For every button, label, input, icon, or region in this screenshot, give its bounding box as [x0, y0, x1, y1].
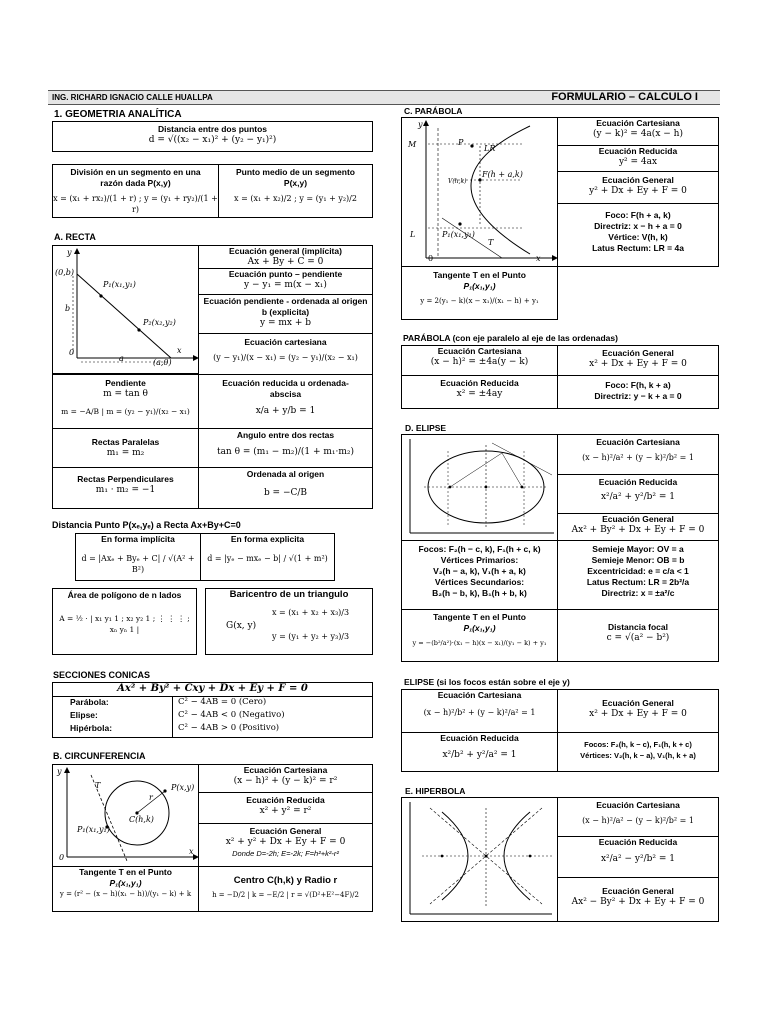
elipse-vp: V₂(h − a, k), V₁(h + a, k) — [433, 566, 526, 576]
parab-car-formula: (y − k)² = 4a(x − h) — [593, 129, 683, 139]
hiper-car-formula: (x − h)²/a² − (y − k)²/b² = 1 — [582, 816, 694, 825]
parab-label-y: y — [418, 120, 423, 129]
paralelas-formula: m₁ = m₂ — [106, 448, 145, 458]
ordenada-title: Ordenada al origen — [246, 469, 325, 479]
parab-label-origin: 0 — [428, 254, 434, 263]
elipse-car-formula: (x − h)²/a² + (y − k)²/b² = 1 — [582, 453, 694, 462]
parab2-gen-title: Ecuación General — [602, 348, 674, 358]
baricentro-title: Baricentro de un triangulo — [229, 589, 349, 600]
elipse-df-title: Distancia focal — [608, 622, 668, 632]
punto-medio — [218, 164, 373, 218]
elipse-latus: Latus Rectum: LR = 2b²/a — [586, 577, 690, 587]
recta-car-title: Ecuación cartesiana — [244, 337, 327, 347]
parab2-car-formula: (x − h)² = ±4a(y − k) — [430, 357, 529, 367]
parab-red-formula: y² = 4ax — [618, 157, 658, 167]
hiper-car-title: Ecuación Cartesiana — [596, 800, 680, 810]
parab2-foco: Foco: F(h, k + a) — [605, 380, 671, 390]
circ-red-formula: x² + y² = r² — [259, 806, 312, 816]
elipse-gen-formula: Ax² + By² + Dx + Ey + F = 0 — [571, 525, 705, 535]
elipse-gen-title: Ecuación General — [602, 514, 674, 524]
elipse-distancia-focal — [557, 609, 719, 662]
hiperbola-figure — [401, 797, 558, 922]
hiper-cartesiana — [557, 797, 719, 837]
elipse-df-formula: c = √(a² − b²) — [606, 633, 670, 643]
circ-label-t: T — [95, 781, 101, 790]
parab-reducida — [557, 145, 719, 172]
hiper-general — [557, 877, 719, 922]
distancia-implicita — [75, 533, 201, 581]
parab-car-title: Ecuación Cartesiana — [596, 118, 680, 128]
parab-propiedades — [557, 203, 719, 267]
section-hiperbola: E. HIPERBOLA — [405, 786, 466, 796]
elipse-tan-formula: y = −(b²/a²)·(x₁ − h)(x − x₁)/(y₁ − k) + y₁ — [412, 639, 547, 647]
recta-label-p1: P₁(x₁,y₁) — [103, 280, 136, 289]
parabola-diagram — [402, 118, 558, 267]
recta-reducida-formula: x/a + y/b = 1 — [255, 406, 316, 416]
circ-label-x: x — [189, 847, 194, 856]
circ-label-y: y — [57, 767, 62, 776]
recta-po-title: Ecuación pendiente - ordenada al origen b (explicita) — [203, 296, 368, 317]
parab-cartesiana — [557, 117, 719, 146]
elipse-focos: Focos: F₂(h − c, k), F₁(h + c, k) — [418, 544, 541, 554]
circunferencia-diagram — [53, 765, 199, 867]
elipse-semieje-menor: Semieje Menor: OB = b — [591, 555, 685, 565]
circ-tan-formula: y = (r² − (x − h)(x₁ − h))/(y₁ − k) + k — [59, 890, 192, 898]
elipse-focos-vertices — [401, 540, 558, 610]
circunferencia-figure — [52, 764, 199, 867]
recta-label-p2: P₂(x₂,y₂) — [143, 318, 176, 327]
parab-foco: Foco: F(h + a, k) — [605, 210, 671, 220]
parab2-general — [557, 345, 719, 376]
parab-red-title: Ecuación Reducida — [598, 146, 678, 156]
parab2-red-formula: x² = ±4ay — [456, 389, 503, 399]
recta-pendiente — [52, 374, 199, 429]
recta-label-x: x — [177, 346, 182, 355]
ordenada-formula: b = −C/B — [263, 488, 308, 498]
explicita-formula: d = |yₑ − mxₑ − b| / √(1 + m²) — [207, 554, 328, 563]
circ-label-p1: P₁(x₁,y₁) — [77, 825, 110, 834]
parab-directriz: Directriz: x − h + a = 0 — [594, 221, 682, 231]
recta-label-a: a — [119, 354, 124, 363]
elipse2-car-formula: (x − h)²/b² + (y − k)²/a² = 1 — [423, 708, 536, 717]
parab-label-m: M — [408, 140, 417, 149]
angulo-rectas — [198, 428, 373, 468]
recta-general-title: Ecuación general (implícita) — [229, 246, 342, 256]
circ-gen-formula: x² + y² + Dx + Ey + F = 0 — [225, 837, 346, 847]
parab2-propiedades — [557, 375, 719, 409]
recta-label-y: y — [67, 248, 72, 257]
elipse-tan-point: P₁(x₁,y₁) — [463, 623, 496, 633]
recta-reducida-title: Ecuación reducida u ordenada-abscisa — [222, 378, 349, 399]
section-parabola-vertical: PARÁBOLA (con eje paralelo al eje de las ordenadas) — [403, 333, 618, 343]
parab-gen-title: Ecuación General — [602, 175, 674, 185]
parab2-gen-formula: x² + Dx + Ey + F = 0 — [589, 359, 687, 369]
explicita-title: En forma explicita — [230, 534, 305, 544]
circ-tan-point: P₁(x₁,y₁) — [109, 878, 142, 888]
baricentro — [205, 588, 373, 655]
elipse2-gen-formula: x² + Dx + Ey + F = 0 — [589, 709, 687, 719]
division-formula: x = (x₁ + rx₂)/(1 + r) ; y = (y₁ + ry₂)/(1 + r) — [53, 194, 218, 214]
recta-label-a0: (a,0) — [153, 358, 172, 367]
section-parabola: C. PARÁBOLA — [404, 106, 463, 116]
punto-medio-title: Punto medio de un segmento P(x,y) — [235, 167, 355, 188]
circ-tan-title: Tangente T en el Punto — [79, 867, 172, 877]
recta-po-formula: y = mx + b — [260, 318, 311, 328]
elipse2-cartesiana — [401, 689, 558, 733]
conica-value-2: C² − 4AB > 0 (Positivo) — [178, 723, 280, 733]
elipse2-red-title: Ecuación Reducida — [440, 733, 519, 743]
section-distancia-punto-recta: Distancia Punto P(xₑ,yₑ) a Recta Ax+By+C=0 — [52, 520, 241, 530]
circ-cen-title: Centro C(h,k) y Radio r — [233, 875, 338, 886]
circ-tangente — [52, 866, 199, 912]
circ-cartesiana — [198, 764, 373, 793]
rectas-perpendiculares — [52, 467, 199, 509]
elipse-tan-title: Tangente T en el Punto — [433, 612, 526, 622]
perpendiculares-title: Rectas Perpendiculares — [77, 474, 174, 484]
conica-value-1: C² − 4AB < 0 (Negativo) — [178, 710, 285, 720]
parab2-cartesiana — [401, 345, 558, 376]
elipse2-vertices: Vértices: V₂(h, k − a), V₁(h, k + a) — [580, 751, 696, 760]
hiper-gen-title: Ecuación General — [602, 886, 674, 896]
parab-tan-point: P₁(x₁,y₁) — [463, 281, 496, 291]
circ-general — [198, 823, 373, 867]
distancia-title: Distancia entre dos puntos — [157, 124, 268, 134]
area-formula: A = ½ · | x₁ y₁ 1 ; x₂ y₂ 1 ; ⋮ ⋮ ⋮ ; xₙ yₙ 1 | — [59, 614, 190, 634]
conica-name-1: Elipse: — [70, 710, 98, 720]
circ-red-title: Ecuación Reducida — [246, 795, 325, 805]
ordenada-origen — [198, 467, 373, 509]
elipse2-car-title: Ecuación Cartesiana — [437, 690, 522, 700]
circ-car-formula: (x − h)² + (y − k)² = r² — [233, 776, 338, 786]
circ-label-r: r — [149, 793, 153, 802]
pendiente-formula-2: m = −A/B | m = (y₂ − y₁)/(x₂ − x₁) — [61, 407, 190, 416]
punto-medio-formula: x = (x₁ + x₂)/2 ; y = (y₁ + y₂)/2 — [234, 194, 357, 203]
recta-pp-formula: y − y₁ = m(x − x₁) — [244, 280, 327, 290]
parab-tan-title: Tangente T en el Punto — [433, 270, 526, 280]
elipse-red-formula: x²/a² + y²/b² = 1 — [600, 492, 676, 502]
page-title: FORMULARIO – CALCULO I — [551, 91, 698, 103]
elipse-vp-title: Vértices Primarios: — [440, 555, 519, 565]
parab-tan-formula: y = 2(y₁ − k)(x − x₁)/(x₁ − h) + y₁ — [420, 297, 539, 305]
elipse-semieje-mayor: Semieje Mayor: OV = a — [592, 544, 684, 554]
section-recta: A. RECTA — [54, 232, 96, 242]
elipse-cartesiana — [557, 434, 719, 475]
section-conicas: SECCIONES CONICAS — [53, 670, 151, 680]
parab-label-v: V(h,k) — [448, 178, 467, 185]
conicas-general-eq: Ax² + By² + Cxy + Dx + Ey + F = 0 — [117, 683, 308, 694]
elipse2-gen-title: Ecuación General — [602, 698, 674, 708]
paralelas-title: Rectas Paralelas — [91, 437, 160, 447]
recta-pendiente-ordenada — [198, 294, 373, 334]
recta-label-b0: (0,b) — [55, 268, 74, 277]
baricentro-y: y = (y₁ + y₂ + y₃)/3 — [272, 632, 350, 641]
angulo-formula: tan θ = (m₁ − m₂)/(1 + m₁·m₂) — [216, 447, 355, 457]
recta-general-formula: Ax + By + C = 0 — [247, 257, 324, 267]
parab2-red-title: Ecuación Reducida — [440, 378, 519, 388]
parab-label-l: L — [410, 230, 416, 239]
recta-general — [198, 245, 373, 269]
recta-label-b: b — [65, 304, 71, 313]
circ-reducida — [198, 792, 373, 824]
circ-label-p: P(x,y) — [171, 783, 195, 792]
implicita-title: En forma implícita — [101, 534, 175, 544]
section-geometria: 1. GEOMETRIA ANALÍTICA — [54, 109, 182, 120]
parab2-reducida — [401, 375, 558, 409]
recta-label-origin: 0 — [69, 348, 75, 357]
recta-reducida — [198, 374, 373, 429]
recta-cartesiana — [198, 333, 373, 375]
circ-gen-title: Ecuación General — [249, 826, 322, 836]
section-elipse-vertical: ELIPSE (si los focos están sobre el eje y) — [404, 677, 570, 687]
pendiente-title: Pendiente — [105, 378, 146, 388]
elipse2-general — [557, 689, 719, 733]
circ-cen-formula: h = −D/2 | k = −E/2 | r = √(D²+E²−4F)/2 — [212, 891, 359, 899]
elipse-diagram — [402, 435, 558, 541]
recta-pp-title: Ecuación punto – pendiente — [228, 269, 343, 279]
elipse-car-title: Ecuación Cartesiana — [596, 437, 680, 447]
parab-latus: Latus Rectum: LR = 4a — [592, 243, 684, 253]
hiper-gen-formula: Ax² − By² + Dx + Ey + F = 0 — [571, 897, 705, 907]
division-title: División en un segmento en una razón dada P(x,y) — [70, 167, 201, 188]
elipse-reducida — [557, 474, 719, 514]
parab2-car-title: Ecuación Cartesiana — [437, 346, 522, 356]
parab-label-t: T — [488, 238, 494, 247]
parab-vertice: Vértice: V(h, k) — [608, 232, 668, 242]
parabola-figure — [401, 117, 558, 267]
parab-label-lr: LR — [484, 144, 496, 153]
page-header — [48, 90, 720, 105]
elipse-semiejes — [557, 540, 719, 610]
area-title: Área de polígono de n lados — [67, 590, 182, 600]
angulo-title: Angulo entre dos rectas — [236, 430, 335, 440]
elipse-directriz: Directriz: x = ±a²/c — [601, 588, 675, 598]
elipse-vs: B₂(h − b, k), B₁(h + b, k) — [432, 588, 527, 598]
division-segmento — [52, 164, 219, 218]
pendiente-formula-1: m = tan θ — [103, 389, 148, 399]
parab-tangente — [401, 266, 558, 320]
parab2-directriz: Directriz: y − k + a = 0 — [594, 391, 682, 401]
circ-label-origin: 0 — [59, 853, 65, 862]
hiper-reducida — [557, 836, 719, 878]
parab-label-p: P — [458, 138, 464, 147]
elipse2-reducida — [401, 732, 558, 772]
parab-general — [557, 171, 719, 204]
parab-label-p1: P₁(x₁,y₁) — [442, 230, 475, 239]
conica-value-0: C² − 4AB = 0 (Cero) — [178, 697, 267, 707]
elipse2-red-formula: x²/b² + y²/a² = 1 — [442, 750, 517, 760]
parab-label-x: x — [536, 254, 541, 263]
hiper-red-formula: x²/a² − y²/b² = 1 — [600, 854, 676, 864]
elipse-vs-title: Vértices Secundarios: — [434, 577, 525, 587]
elipse-figure — [401, 434, 558, 541]
section-circunferencia: B. CIRCUNFERENCIA — [53, 751, 146, 761]
distancia-dos-puntos — [52, 121, 373, 152]
circ-car-title: Ecuación Cartesiana — [243, 765, 328, 775]
perpendiculares-formula: m₁ · m₂ = −1 — [95, 485, 156, 495]
parab-label-f: F(h + a,k) — [482, 170, 523, 179]
parab-gen-formula: y² + Dx + Ey + F = 0 — [589, 186, 687, 196]
recta-figure — [52, 245, 199, 374]
area-poligono — [52, 588, 197, 655]
author-name: ING. RICHARD IGNACIO CALLE HUALLPA — [52, 93, 213, 102]
circ-label-c: C(h,k) — [129, 815, 154, 824]
section-elipse: D. ELIPSE — [405, 423, 447, 433]
elipse-general — [557, 513, 719, 541]
conica-name-0: Parábola: — [70, 697, 109, 707]
rectas-paralelas — [52, 428, 199, 468]
elipse2-focos: Focos: F₂(h, k − c), F₁(h, k + c) — [584, 740, 692, 749]
baricentro-g: G(x, y) — [226, 621, 257, 631]
elipse2-propiedades — [557, 732, 719, 772]
conica-name-2: Hipérbola: — [70, 723, 113, 733]
implicita-formula: d = |Axₑ + Byₑ + C| / √(A² + B²) — [81, 554, 195, 574]
hiperbola-diagram — [402, 798, 558, 922]
baricentro-x: x = (x₁ + x₂ + x₃)/3 — [272, 608, 350, 617]
elipse-excentricidad: Excentricidad: e = c/a < 1 — [587, 566, 689, 576]
circ-centro-radio — [198, 866, 373, 912]
elipse-red-title: Ecuación Reducida — [598, 477, 678, 487]
elipse-tangente — [401, 609, 558, 662]
distancia-formula: d = √((x₂ − x₁)² + (y₂ − y₁)²) — [148, 135, 277, 145]
hiper-red-title: Ecuación Reducida — [598, 837, 678, 847]
distancia-explicita — [200, 533, 335, 581]
circ-gen-note: Donde D=-2h; E=-2k; F=h²+k²-r² — [232, 849, 339, 858]
recta-punto-pendiente — [198, 268, 373, 295]
recta-car-formula: (y − y₁)/(x − x₁) = (y₂ − y₁)/(x₂ − x₁) — [213, 353, 358, 362]
